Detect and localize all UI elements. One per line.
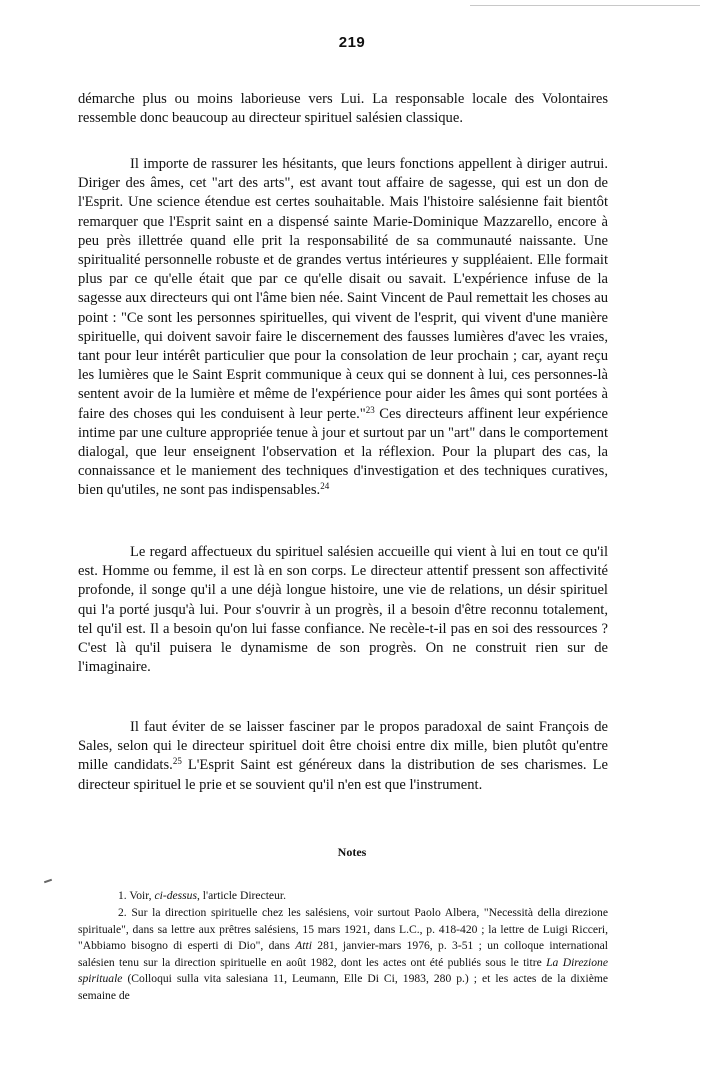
note-1-text: 1. Voir, <box>118 889 155 902</box>
note-1 <box>78 888 608 905</box>
footnote-ref-23: 23 <box>365 404 375 415</box>
note-2-italic-atti: Atti <box>295 939 312 953</box>
note-1-italic: ci-dessus <box>154 889 197 902</box>
footnote-ref-24: 24 <box>320 481 330 492</box>
paragraph-2 <box>78 155 608 501</box>
note-2 <box>78 905 608 1005</box>
scan-edge-rule <box>470 5 700 6</box>
scan-mark <box>44 879 52 884</box>
paragraph-1: démarche plus ou moins laborieuse vers Lui. La responsable locale des Volontaires ressemble donc beaucoup au directeur spirituel salésien classique. <box>78 91 608 127</box>
paragraph-4 <box>78 718 608 795</box>
paragraph-2-text: Il importe de rassurer les hésitants, que leurs fonctions appellent à diriger autrui. Diriger des âmes, cet "art des arts", est avant tout affaire de sagesse, qui est un don de l'Esprit. Une science étendue est certes souhaitable. Mais l'histoire salésienne fait bientôt remarquer que l'Esprit saint en a dispensé sainte Marie-Dominique Mazzarello, encore à peu près illettrée quand elle prit la responsabilité de sa communauté naissante. Une spiritualité personnelle robuste et de grandes vertus intérieures y suppléaient. Elle formait plus par ce qu'elle était que par ce qu'elle disait ou savait. L'expérience infuse de la sagesse aux directeurs qui ont l'âme bien née. Saint Vincent de Paul remettait les choses au point : "Ce sont les personnes spirituelles, qui vivent de l'esprit, qui vivent d'une manière spirituelle, qui doivent savoir faire le discernement des fausses lumières d'avec les vraies, tant pour leur intérêt particulier que pour la consolation de leur prochain ; car, ayant reçu les lumières que le Saint Esprit communique à ceux qui se donnent à lui, ces personnes-là sentent avoir de la lumière et même de l'expérience pour aider les âmes qui sont portées à faire des choses qui les conduisent à leur perte." <box>78 156 608 422</box>
note-1-text-end: , l'article Directeur. <box>197 889 286 902</box>
note-2-italic-title: La Direzione spirituale <box>78 955 608 986</box>
paragraph-3: Le regard affectueux du spirituel salésien accueille qui vient à lui en tout ce qu'il est. Homme ou femme, il est là en son corps. Le directeur attentif pressent son affectivité profonde, il songe qu'il a une déjà longue histoire, une vie de relations, un désir spirituel qui l'a porté jusqu'à lui. Pour s'ouvrir à un progrès, il a besoin d'être reconnu totalement, tel qu'il est. Il a besoin qu'on lui fasse confiance. Ne recèle-t-il pas en soi des ressources ? C'est là qu'il puisera le dynamisme de son progrès. On ne construit rien sur de l'imaginaire. <box>78 544 608 676</box>
paragraph-4-text: Il faut éviter de se laisser fasciner par le propos paradoxal de saint François de Sales, selon qui le directeur spirituel doit être choisi entre dix mille, bien plutôt qu'entre mille candidats. <box>78 719 608 774</box>
paragraph-4-continuation: L'Esprit Saint est généreux dans la distribution de ses charismes. Le directeur spirituel le prie et se souvient qu'il n'en est que l'instrument. <box>78 757 609 793</box>
note-2-text-mid: 281, janvier-mars 1976, p. 3-51 ; un colloque international salésien tenu sur la direction spirituelle en août 1982, dont les actes ont été publiés sous le titre <box>78 939 608 969</box>
notes-heading: Notes <box>337 845 367 859</box>
footnote-ref-25: 25 <box>172 756 182 767</box>
note-2-text-end: (Colloqui sulla vita salesiana 11, Leumann, Elle Di Ci, 1983, 280 p.) ; et les actes de la dixième semaine de <box>78 972 608 1002</box>
note-2-text: 2. Sur la direction spirituelle chez les salésiens, voir surtout Paolo Albera, "Necessità della direzione spirituale", dans sa lettre aux prêtres salésiens, 15 mars 1921, dans L.C., p. 418-420 ; la lettre de Luigi Ricceri, "Abbiamo bisogno di esperti di Dio", dans <box>78 906 608 953</box>
paragraph-2-continuation: Ces directeurs affinent leur expérience intime par une culture appropriée tenue à jour et surtout par un "art" dans le comportement dialogal, que leur enseignent l'observation et la réflexion. Pour la plupart des cas, la connaissance et le maniement des techniques d'investigation et des techniques curatives, bien qu'utiles, ne sont pas indispensables. <box>78 405 608 499</box>
page-number: 219 <box>338 34 366 51</box>
